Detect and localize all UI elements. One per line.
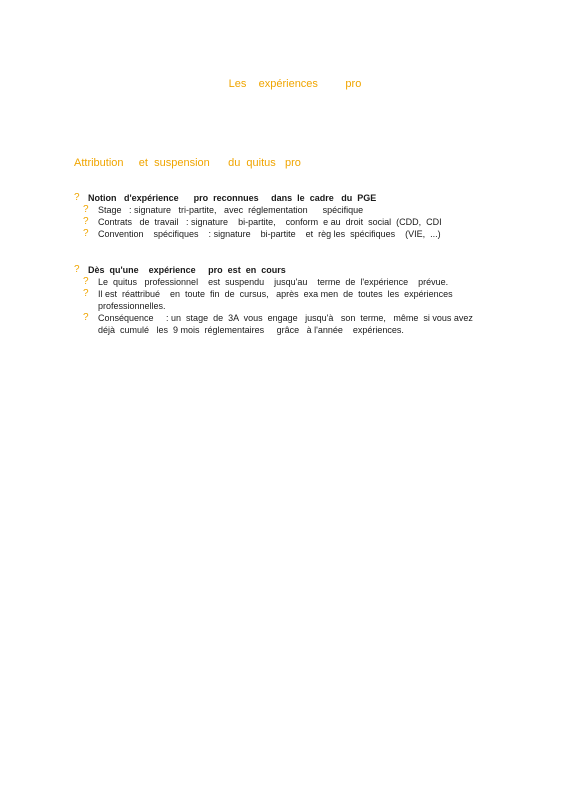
question-mark-bullet-icon: ?: [83, 216, 89, 227]
sub-bullet-text: Il est réattribué en toute fin de cursus, après exa men de toutes les expériences professionnelles.: [98, 289, 456, 311]
question-mark-bullet-icon: ?: [83, 228, 89, 239]
question-mark-bullet-icon: ?: [83, 288, 89, 299]
sub-bullet-text: Conséquence : un stage de 3A vous engage jusqu'à son terme, même si vous avez déjà cumulé les 9 mois réglementaires grâce à l'année expériences.: [98, 313, 478, 335]
bullet-block-notion: [74, 192, 474, 240]
sub-bullet-text: Convention spécifiques : signature bi-partite et règ les spécifiques (VIE, ...): [98, 229, 441, 239]
sub-bullet: [83, 204, 474, 216]
question-mark-bullet-icon: ?: [74, 264, 80, 275]
sub-bullet: [83, 228, 474, 240]
sub-bullet: [83, 216, 474, 228]
question-mark-bullet-icon: ?: [83, 276, 89, 287]
question-mark-bullet-icon: ?: [83, 312, 89, 323]
sub-bullet-text: Contrats de travail : signature bi-partite, conform e au droit social (CDD, CDI: [98, 217, 442, 227]
sub-bullet-text: Le quitus professionnel est suspendu jusqu'au terme de l'expérience prévue.: [98, 277, 449, 287]
bullet-heading-text: Dès qu'une expérience pro est en cours: [88, 265, 286, 275]
sub-bullet-text: Stage : signature tri-partite, avec réglementation spécifique: [98, 205, 364, 215]
sub-bullet: [83, 312, 478, 336]
sub-bullet: [83, 276, 474, 288]
bullet-heading-text: Notion d'expérience pro reconnues dans le cadre du PGE: [88, 193, 377, 203]
bullet-heading: [74, 192, 474, 204]
section-title: Attribution et suspension du quitus pro: [74, 157, 301, 169]
bullet-block-experience: [74, 264, 478, 336]
question-mark-bullet-icon: ?: [74, 192, 80, 203]
question-mark-bullet-icon: ?: [83, 204, 89, 215]
bullet-heading: [74, 264, 474, 276]
sub-bullet: [83, 288, 474, 312]
page-title: Les expériences pro: [228, 78, 362, 90]
